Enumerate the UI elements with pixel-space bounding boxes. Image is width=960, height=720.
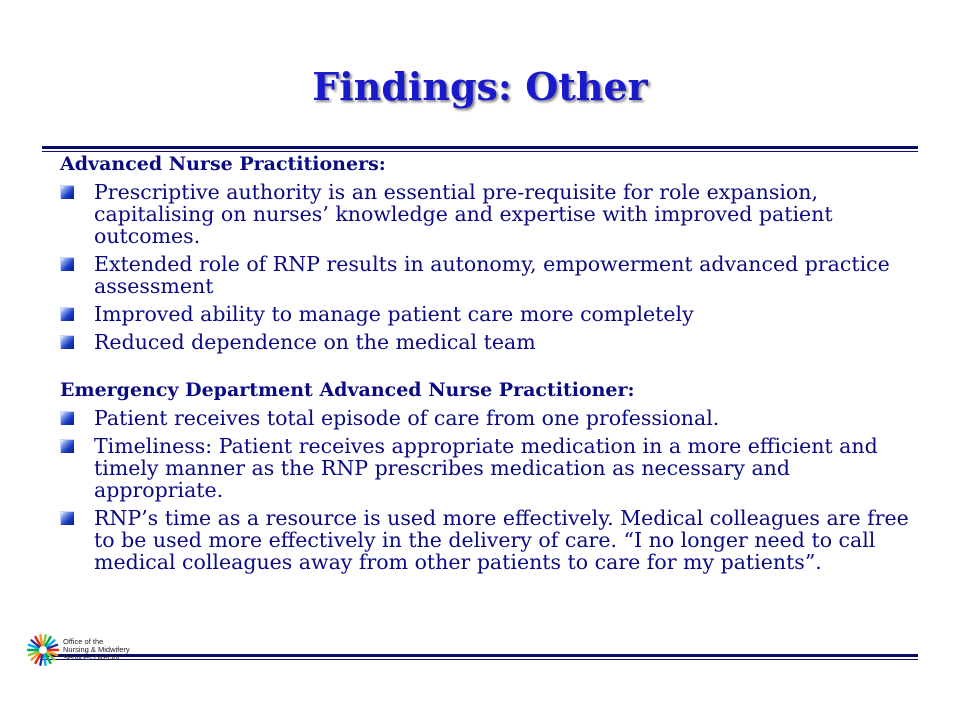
logo-text (63, 638, 130, 662)
office-logo (26, 630, 136, 670)
starburst-logo-icon (26, 633, 60, 667)
logo-line: Services Director (63, 653, 121, 662)
section-heading: Advanced Nurse Practitioners: (60, 153, 386, 175)
logo-line: Nursing & Midwifery (63, 645, 130, 654)
bottom-divider (42, 654, 918, 660)
slide-body (60, 152, 920, 573)
logo-ray (44, 655, 46, 665)
bullet-text: Improved ability to manage patient care more completely (94, 302, 694, 326)
square-bullet-icon (60, 307, 74, 321)
list-item (60, 303, 920, 325)
bullet-list (60, 181, 920, 353)
square-bullet-icon (60, 335, 74, 349)
bullet-text: Patient receives total episode of care from one professional. (94, 406, 720, 430)
bullet-list (60, 407, 920, 573)
bullet-text: Extended role of RNP results in autonomy, empowerment advanced practice assessment (94, 252, 890, 298)
logo-line: Office of the (63, 637, 104, 646)
square-bullet-icon (60, 257, 74, 271)
section-advanced-nurse-practitioners (60, 152, 920, 353)
bullet-text: RNP’s time as a resource is used more effectively. Medical colleagues are free to be used more effectively in the delivery of care. “I no longer need to call medical colleagues away from other patients to care for my patients”. (94, 506, 909, 574)
logo-ray (40, 635, 42, 645)
section-emergency-department (60, 378, 920, 573)
square-bullet-icon (60, 439, 74, 453)
bullet-text: Timeliness: Patient receives appropriate medication in a more efficient and timely manner as the RNP prescribes medication as necessary and appropriate. (94, 434, 878, 502)
section-heading: Emergency Department Advanced Nurse Practitioner: (60, 379, 635, 401)
list-item (60, 507, 920, 573)
square-bullet-icon (60, 185, 74, 199)
list-item (60, 331, 920, 353)
list-item (60, 253, 920, 297)
list-item (60, 435, 920, 501)
list-item (60, 181, 920, 247)
square-bullet-icon (60, 411, 74, 425)
bullet-text: Prescriptive authority is an essential pre-requisite for role expansion, capitalising on nurses’ knowledge and expertise with improved patient outcomes. (94, 180, 833, 248)
square-bullet-icon (60, 511, 74, 525)
slide-title: Findings: Other (312, 64, 648, 109)
list-item (60, 407, 920, 429)
bullet-text: Reduced dependence on the medical team (94, 330, 536, 354)
